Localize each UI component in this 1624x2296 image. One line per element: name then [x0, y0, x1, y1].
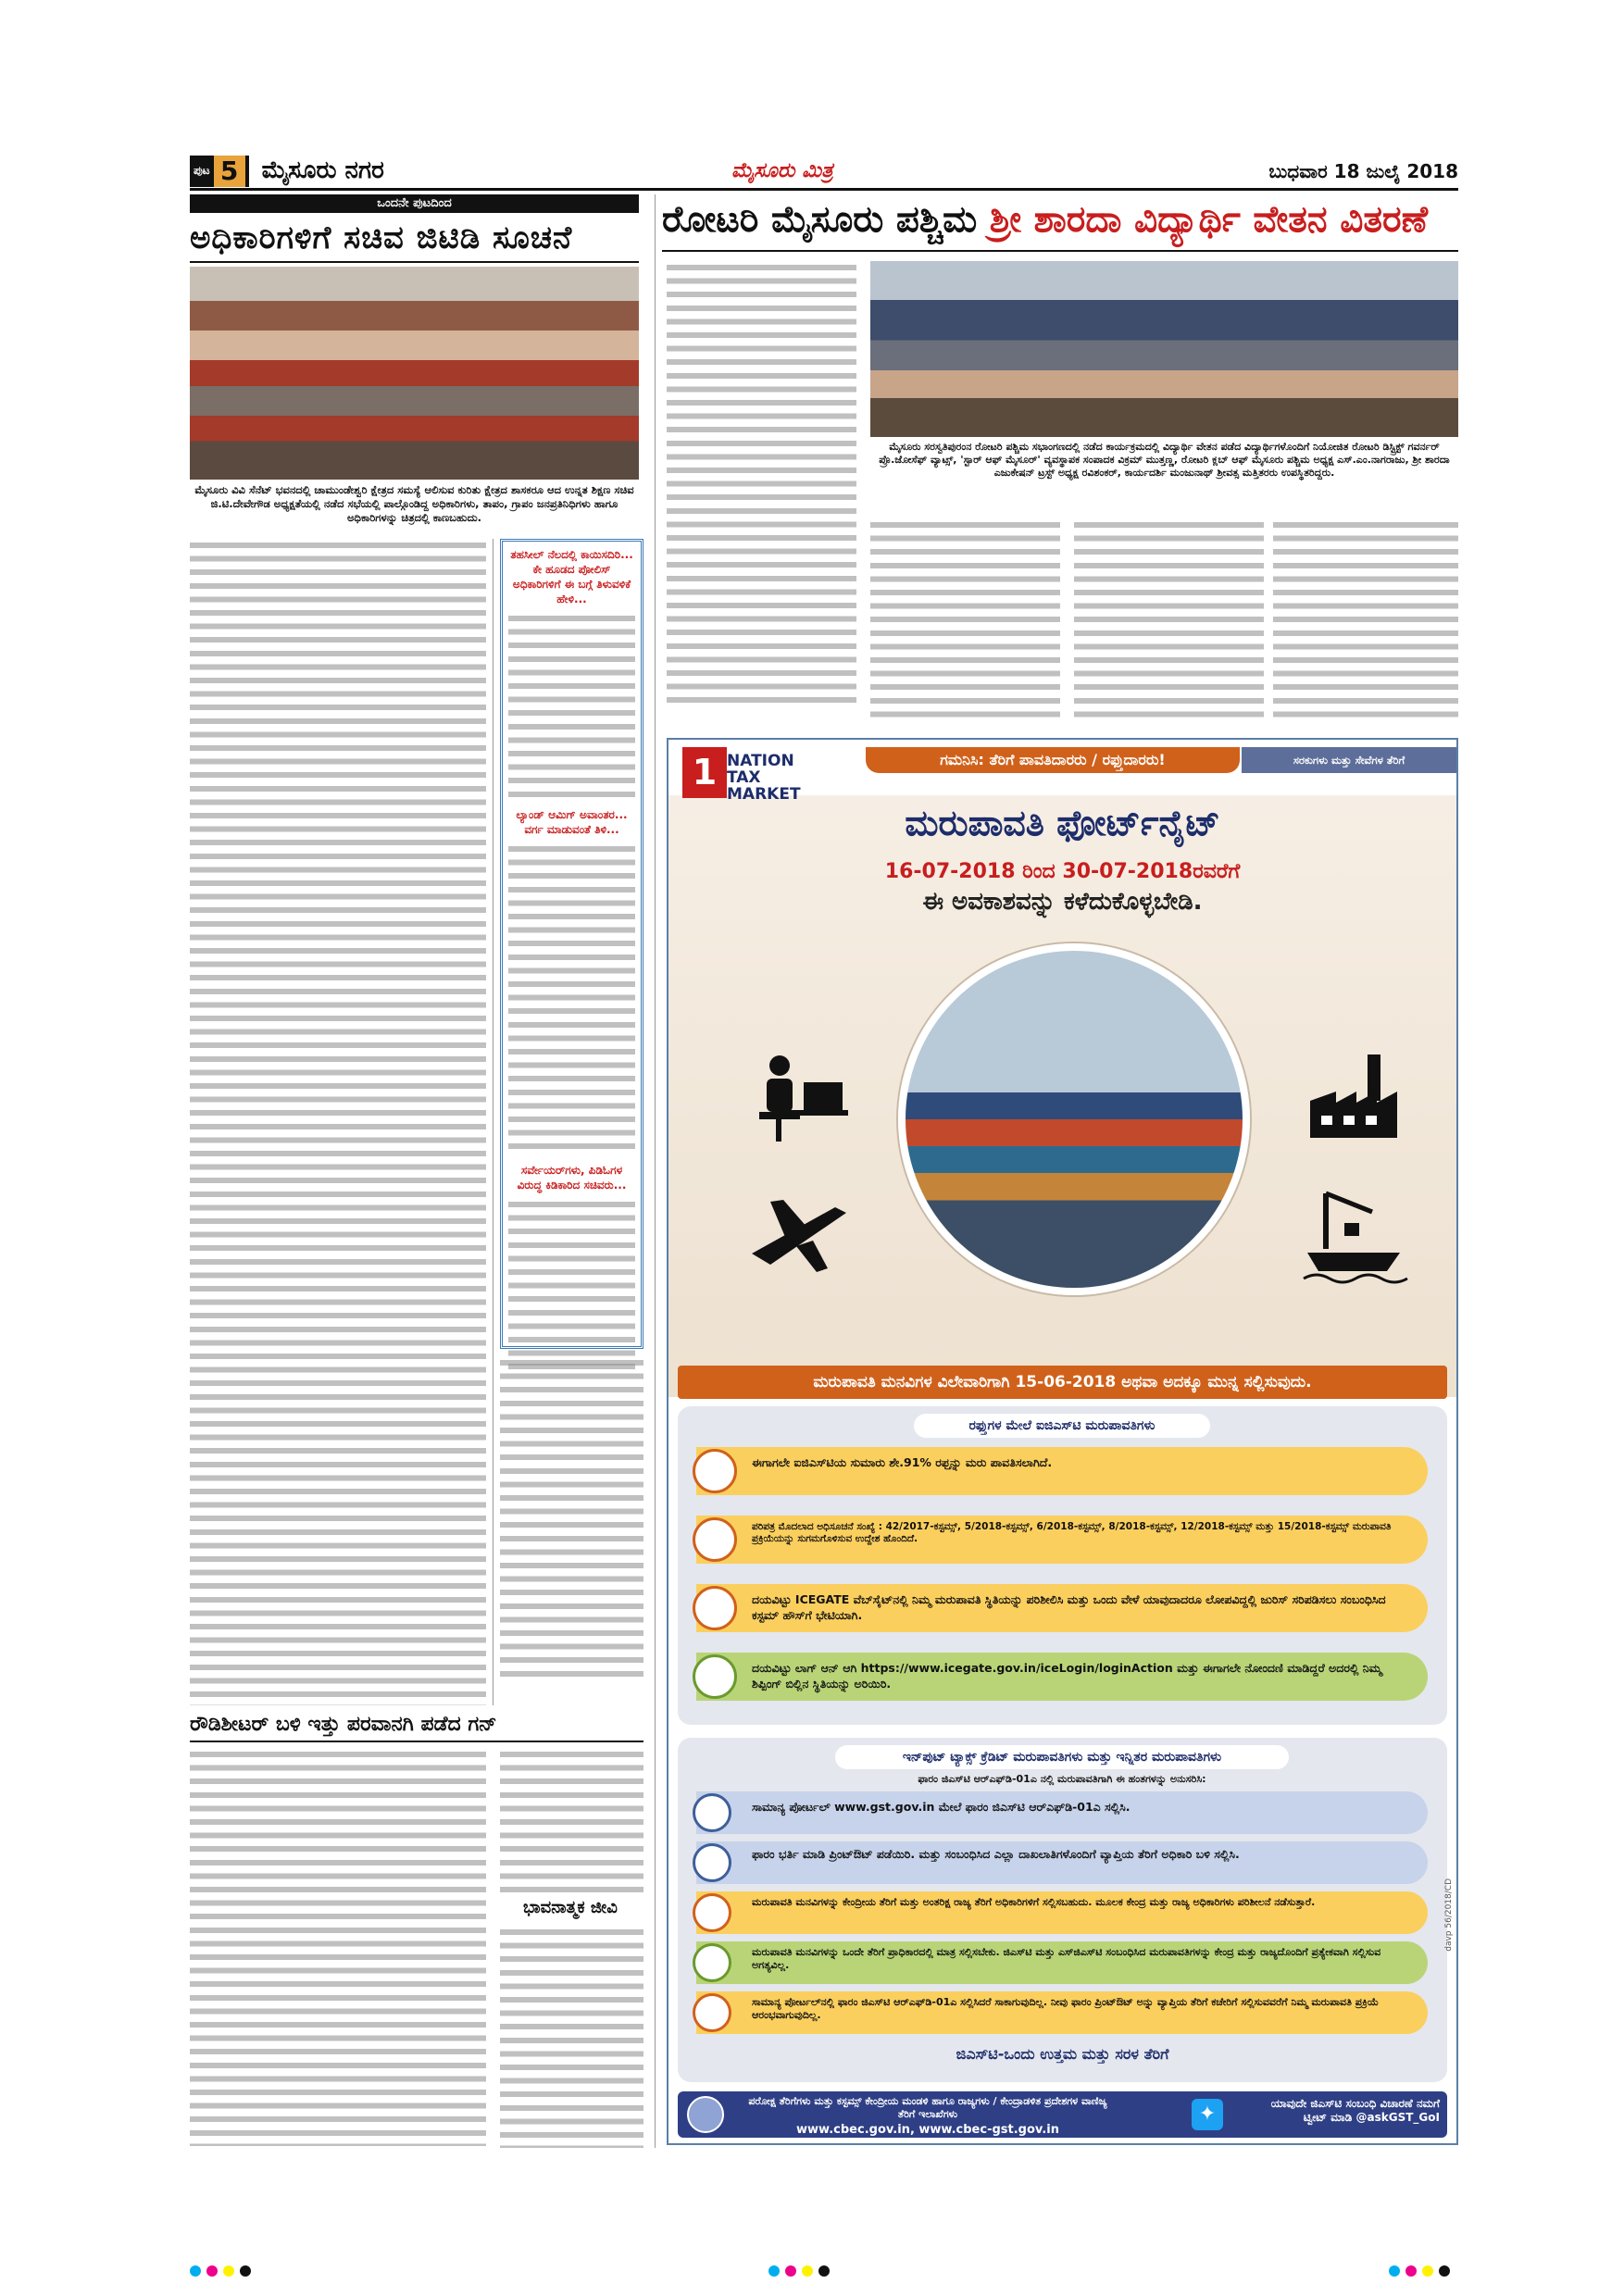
emotional-subhead: ಭಾವನಾತ್ಮಕ ಜೀವಿ — [523, 1898, 618, 1917]
factory-icon — [1303, 1045, 1405, 1147]
registration-dots-center — [768, 2265, 830, 2277]
login-icon — [693, 1654, 737, 1699]
section-name: ಮೈಸೂರು ನಗರ — [261, 156, 384, 184]
rotary-column-3 — [1074, 518, 1264, 718]
boxed-story-text-3 — [508, 1198, 635, 1374]
left-column-4 — [500, 1748, 643, 1896]
rotary-headline — [662, 193, 1458, 248]
dateline: ಬುಧವಾರ 18 ಜುಲೈ 2018 — [1268, 159, 1458, 182]
left-column-2-lower — [500, 1356, 643, 1680]
document-icon — [693, 1793, 731, 1832]
boxed-story-heading-3: ಸರ್ವೇಯರ್‌ಗಳು, ಪಿಡಿಓಗಳ ವಿರುದ್ಧ ಕಿಡಿಕಾರಿದ ಸಚಿವರು... — [517, 1164, 627, 1192]
rowdy-subhead: ರೌಡಿಶೀಟರ್ ಬಳಿ ಇತ್ತು ಪರವಾನಗಿ ಪಡೆದ ಗನ್ — [190, 1713, 497, 1736]
rotary-headline-red: ಶ್ರೀ ಶಾರದಾ ವಿದ್ಯಾರ್ಥಿ ವೇತನ ವಿತರಣೆ — [989, 199, 1429, 241]
brand-line-1: NATION — [727, 752, 794, 770]
itc-step-row — [696, 1991, 1428, 2034]
twitter-icon: ✦ — [1192, 2099, 1223, 2130]
continued-strap: ಒಂದನೇ ಪುಟದಿಂದ — [190, 194, 639, 213]
boxed-story — [500, 539, 643, 1349]
itc-step-text: ಫಾರಂ ಭರ್ತಿ ಮಾಡಿ ಪ್ರಿಂಟ್‌ಔಟ್ ಪಡೆಯಿರಿ. ಮತ್ತು ಸಂಬಂಧಿಸಿದ ಎಲ್ಲಾ ದಾಖಲಾತಿಗಳೊಂದಿಗೆ ವ್ಯಾಪ್ತಿಯ ತೆರಿಗೆ ಅಧಿಕಾರಿ ಬಳಿ ಸಲ್ಲಿಸಿ. — [752, 1847, 1240, 1861]
ad-footer-org: ಪರೋಕ್ಷ ತೆರಿಗೆಗಳು ಮತ್ತು ಕಸ್ಟಮ್ಸ್ ಕೇಂದ್ರೀಯ ಮಂಡಳಿ ಹಾಗೂ ರಾಜ್ಯಗಳು / ಕೇಂದ್ರಾಡಳಿತ ಪ್ರದೇಶಗಳ ವಾಣಿಜ್ಯ ತೆರಿಗೆ ಇಲಾಖೆಗಳು — [748, 2095, 1107, 2120]
itc-step-row — [696, 1941, 1428, 1984]
rotary-headline-rule — [662, 250, 1458, 252]
itc-step-row — [696, 1891, 1428, 1934]
dont-miss-text: ಈ ಅವಕಾಶವನ್ನು ಕಳೆದುಕೊಳ್ಳಬೇಡಿ. — [922, 888, 1203, 916]
rotary-column-1 — [667, 261, 856, 705]
column-separator — [655, 194, 656, 2148]
ship-crane-icon — [1298, 1175, 1409, 1286]
page-label: ಪುಟ — [194, 164, 210, 177]
refresh-icon — [693, 1517, 737, 1562]
checklist-icon — [693, 1943, 731, 1982]
registration-dots-left — [190, 2265, 251, 2277]
refund-info-text: ದಯವಿಟ್ಟು ICEGATE ವೆಬ್‌ಸೈಟ್‌ನಲ್ಲಿ ನಿಮ್ಮ ಮರುಪಾವತಿ ಸ್ಥಿತಿಯನ್ನು ಪರಿಶೀಲಿಸಿ ಮತ್ತು ಒಂದು ವೇಳೆ ಯಾವುದಾದರೂ ಲೋಪವಿದ್ದಲ್ಲಿ ಜುರಿಸ್‌ ಸರಿಪಡಿಸಲು ಸಂಬಂಧಿಸಿದ ಕಸ್ಟಮ್ ಹೌಸ್‌ಗೆ ಭೇಟಿಯಾಗಿ. — [752, 1592, 1386, 1622]
meeting-photo-caption: ಮೈಸೂರು ವಿವಿ ಸೆನೆಟ್ ಭವನದಲ್ಲಿ ಚಾಮುಂಡೇಶ್ವರಿ ಕ್ಷೇತ್ರದ ಸಮಸ್ಯೆ ಆಲಿಸುವ ಕುರಿತು ಕ್ಷೇತ್ರದ ಶಾಸಕರೂ ಆದ ಉನ್ನತ ಶಿಕ್ಷಣ ಸಚಿವ ಜಿ.ಟಿ.ದೇವೇಗೌಡ ಅಧ್ಯಕ್ಷತೆಯಲ್ಲಿ ನಡೆದ ಸಭೆಯಲ್ಲಿ ಪಾಲ್ಗೊಂಡಿದ್ದ ಅಧಿಕಾರಿಗಳು, ತಾಪಂ, ಗ್ರಾಪಂ ಜನಪ್ರತಿನಿಧಿಗಳು ಹಾಗೂ ಅಧಿಕಾರಿಗಳನ್ನು ಚಿತ್ರದಲ್ಲಿ ಕಾಣಬಹುದು. — [194, 483, 634, 524]
left-headline: ಅಧಿಕಾರಿಗಳಿಗೆ ಸಚಿವ ಜಿಟಿಡಿ ಸೂಚನೆ — [190, 215, 639, 263]
ad-footer-social: ಯಾವುದೇ ಜಿಎಸ್‌ಟಿ ಸಂಬಂಧಿ ವಿಚಾರಣೆ ನಮಗೆ ಟ್ವೀಟ್ ಮಾಡಿ @askGST_GoI — [1270, 2097, 1440, 2124]
left-column-1 — [190, 539, 486, 1705]
subhead-rule — [190, 1741, 643, 1742]
itc-panel-subtitle: ಫಾರಂ ಜಿಎಸ್‌ಟಿ ಆರ್‌ಎಫ್‌ಡಿ-01ಎ ನಲ್ಲಿ ಮರುಪಾವತಿಗಾಗಿ ಈ ಹಂತಗಳನ್ನು ಅನುಸರಿಸಿ: — [918, 1773, 1206, 1785]
laptop-icon — [693, 1586, 737, 1630]
itc-step-text: ಮರುಪಾವತಿ ಮನವಿಗಳನ್ನು ಒಂದೇ ತೆರಿಗೆ ಪ್ರಾಧಿಕಾರದಲ್ಲಿ ಮಾತ್ರ ಸಲ್ಲಿಸಬೇಕು. ಜಿಎಸ್‌ಟಿ ಮತ್ತು ಎಸ್‌ಜಿಎಸ್‌ಟಿ ಸಂಬಂಧಿಸಿದ ಮರುಪಾವತಿಗಳನ್ನು ಕೇಂದ್ರ ಮತ್ತು ರಾಜ್ಯದೊಂದಿಗೆ ಪ್ರತ್ಯೇಕವಾಗಿ ಸಲ್ಲಿಸುವ ಅಗತ್ಯವಿಲ್ಲ. — [752, 1946, 1381, 1971]
container-ship-photo — [898, 943, 1250, 1295]
refund-dates: 16-07-2018 ರಿಂದ 30-07-2018ರವರೆಗೆ — [884, 860, 1241, 883]
itc-panel-title: ಇನ್‌ಪುಟ್ ಟ್ಯಾಕ್ಸ್ ಕ್ರೆಡಿಟ್ ಮರುಪಾವತಿಗಳು ಮತ್ತು ಇನ್ನಿತರ ಮರುಪಾವತಿಗಳು — [835, 1745, 1289, 1769]
masthead — [190, 154, 1458, 191]
refund-info-text: ಈಗಾಗಲೇ ಐಜಿಎಸ್‌ಟಿಯ ಸುಮಾರು ಶೇ.91% ರಫ್ತನ್ನು ಮರು ಪಾವತಿಸಲಾಗಿದೆ. — [752, 1455, 1053, 1469]
cbic-emblem-icon — [687, 2096, 724, 2133]
left-column-5 — [500, 1926, 643, 2148]
brand-line-2: TAX — [727, 768, 761, 787]
boxed-story-text-1 — [508, 612, 635, 802]
rotary-column-4 — [1273, 518, 1458, 718]
refund-info-row — [696, 1584, 1428, 1632]
ad-notice-banner: ಗಮನಿಸಿ: ತೆರಿಗೆ ಪಾವತಿದಾರರು / ರಫ್ತುದಾರರು! — [866, 747, 1240, 773]
ad-footer — [678, 2091, 1447, 2138]
form-icon — [693, 1993, 731, 2032]
refund-info-text: ದಯವಿಟ್ಟು ಲಾಗ್ ಆನ್ ಆಗಿ https://www.icegate.gov.in/iceLogin/loginAction ಮತ್ತು ಈಗಾಗಲೇ ನೋಂದಣಿ ಮಾಡಿದ್ದರೆ ಅದರಲ್ಲಿ ನಿಮ್ಮ ಶಿಪ್ಪಿಂಗ್ ಬಿಲ್ಲಿನ ಸ್ಥಿತಿಯನ್ನು ಅರಿಯಿರಿ. — [752, 1661, 1382, 1691]
itc-step-text: ಸಾಮಾನ್ಯ ಪೋರ್ಟಲ್‌ನಲ್ಲಿ ಫಾರಂ ಜಿಎಸ್‌ಟಿ ಆರ್‌ಎಫ್‌ಡಿ-01ಎ ಸಲ್ಲಿಸಿದರೆ ಸಾಕಾಗುವುದಿಲ್ಲ. ನೀವು ಫಾರಂ ಪ್ರಿಂಟ್‌ಔಟ್ ಅನ್ನು ವ್ಯಾಪ್ತಿಯ ತೆರಿಗೆ ಕಚೇರಿಗೆ ಸಲ್ಲಿಸುವವರೆಗೆ ನಿಮ್ಮ ಮರುಪಾವತಿ ಪ್ರಕ್ರಿಯೆ ಆರಂಭವಾಗುವುದಿಲ್ಲ. — [752, 1996, 1380, 2021]
igst-panel-title: ರಫ್ತುಗಳ ಮೇಲೆ ಐಜಿಎಸ್‌ಟಿ ಮರುಪಾವತಿಗಳು — [914, 1414, 1210, 1438]
ad-footer-urls: www.cbec.gov.in, www.cbec-gst.gov.in — [796, 2123, 1059, 2137]
left-column-3 — [190, 1748, 486, 2146]
boxed-story-heading-1: ತಹಸೀಲ್ ನೆಲದಲ್ಲಿ ಕಾಯಿಸದಿರಿ... ಕೇ ಹೂಡದ ಪೋಲಿಸ್ ಅಧಿಕಾರಿಗಳಿಗೆ ಈ ಬಗ್ಗೆ ತಿಳುವಳಿಕೆ ಹೇಳಿ... — [510, 548, 633, 605]
igst-export-refund-panel — [678, 1406, 1447, 1725]
gst-advertisement — [667, 738, 1458, 2145]
refund-info-row — [696, 1516, 1428, 1564]
itc-step-text: ಮರುಪಾವತಿ ಮನವಿಗಳನ್ನು ಕೇಂದ್ರೀಯ ತೆರಿಗೆ ಮತ್ತು ಅಂತರಿಕ್ಷ ರಾಜ್ಯ ತೆರಿಗೆ ಅಧಿಕಾರಿಗಳಿಗೆ ಸಲ್ಲಿಸಬಹುದು. ಮೂಲಕ ಕೇಂದ್ರ ಮತ್ತು ರಾಜ್ಯ ಅಧಿಕಾರಿಗಳು ಪರಿಶೀಲನೆ ನಡೆಸುತ್ತಾರೆ. — [752, 1896, 1316, 1908]
refund-info-row — [696, 1447, 1428, 1495]
itc-step-text: ಸಾಮಾನ್ಯ ಪೋರ್ಟಲ್ www.gst.gov.in ಮೇಲೆ ಫಾರಂ ಜಿಎಸ್‌ಟಿ ಆರ್‌ಎಫ್‌ಡಿ-01ಎ ಸಲ್ಲಿಸಿ. — [752, 1800, 1131, 1814]
nation-tax-market-logo — [682, 747, 835, 804]
boxed-story-text-2 — [508, 842, 635, 1157]
refund-deadline-banner: ಮರುಪಾವತಿ ಮನವಿಗಳ ವಿಲೇವಾರಿಗಾಗಿ 15-06-2018 ಅಥವಾ ಅದಕ್ಕೂ ಮುನ್ನ ಸಲ್ಲಿಸುವುದು. — [678, 1366, 1447, 1399]
officer-icon — [693, 1893, 731, 1932]
refund-fortnight-title: ಮರುಪಾವತಿ ಫೋರ್ಟ್‌ನೈಟ್ — [905, 803, 1220, 843]
gst-tagline: ಜಿಎಸ್‌ಟಿ-ಒಂದು ಉತ್ತಮ ಮತ್ತು ಸರಳ ತೆರಿಗೆ — [956, 2045, 1169, 2063]
refund-info-text: ಪರಿಪತ್ರ ಮೊದಲಾದ ಅಧಿಸೂಚನೆ ಸಂಖ್ಯೆ : 42/2017-ಕಸ್ಟಮ್ಸ್, 5/2018-ಕಸ್ಟಮ್ಸ್, 6/2018-ಕಸ್ಟಮ್ಸ್, 8/2018-ಕಸ್ಟಮ್ಸ್, 12/2018-ಕಸ್ಟಮ್ಸ್ ಮತ್ತು 15/2018-ಕಸ್ಟಮ್ಸ್ ಮರುಪಾವತಿ ಪ್ರಕ್ರಿಯೆಯನ್ನು ಸುಗಮಗೊಳಿಸುವ ಉದ್ದೇಶ ಹೊಂದಿದೆ. — [752, 1521, 1392, 1544]
itc-refund-panel — [678, 1738, 1447, 2082]
airplane-icon — [743, 1189, 854, 1281]
gst-one-emblem: 1 — [682, 747, 727, 798]
paper-name: ಮೈಸೂರು ಮಿತ್ರ — [731, 159, 833, 182]
page-number-box — [190, 156, 249, 187]
refund-info-row — [696, 1653, 1428, 1701]
rotary-group-photo — [870, 261, 1458, 437]
rotary-headline-black: ರೋಟರಿ ಮೈಸೂರು ಪಶ್ಚಿಮ — [662, 199, 978, 241]
rotary-column-2 — [870, 518, 1060, 718]
meeting-photo — [190, 267, 639, 480]
page-number: 5 — [214, 156, 245, 187]
office-worker-icon — [750, 1045, 852, 1147]
refund-percent-icon — [693, 1449, 737, 1493]
davp-code: davp 56/2018/CD — [1444, 1878, 1454, 1952]
registration-dots-right — [1389, 2265, 1450, 2277]
boxed-story-heading-2: ಲ್ಯಾಂಡ್ ಆಮಿಗ್ ಅವಾಂತರ... ವರ್ಗ ಮಾಡುವಂತೆ ತಿಳಿ... — [516, 808, 628, 836]
brand-line-3: MARKET — [727, 785, 801, 804]
ad-gov-tag: ಸರಕುಗಳು ಮತ್ತು ಸೇವೆಗಳ ತೆರಿಗೆ — [1242, 747, 1456, 773]
rotary-photo-caption: ಮೈಸೂರು ಸರಸ್ವತಿಪುರಂನ ರೋಟರಿ ಪಶ್ಚಿಮ ಸಭಾಂಗಣದಲ್ಲಿ ನಡೆದ ಕಾರ್ಯಕ್ರಮದಲ್ಲಿ ವಿದ್ಯಾರ್ಥಿ ವೇತನ ಪಡೆದ ವಿದ್ಯಾರ್ಥಿಗಳೊಂದಿಗೆ ನಿಯೋಜಿತ ರೋಟರಿ ಡಿಸ್ಟ್ರಿಕ್ಟ್ ಗವರ್ನರ್ ಪ್ರೊ.ಜೋಸೆಫ್ ವ್ಯಾಟ್ಸ್, 'ಸ್ಟಾರ್ ಆಫ್ ಮೈಸೂರ್' ವ್ಯವಸ್ಥಾಪಕ ಸಂಪಾದಕ ವಿಕ್ರಮ್ ಮುತ್ತಣ್ಣ, ರೋಟರಿ ಕ್ಲಬ್ ಆಫ್ ಮೈಸೂರು ಪಶ್ಚಿಮ ಅಧ್ಯಕ್ಷ ಎಸ್.ಎಂ.ನಾಗರಾಜು, ಶ್ರೀ ಶಾರದಾ ಎಜುಕೇಷನ್ ಟ್ರಸ್ಟ್ ಅಧ್ಯಕ್ಷ ರವಿಶಂಕರ್, ಕಾರ್ಯದರ್ಶಿ ಮಂಜುನಾಥ್ ಶ್ರೀವತ್ಸ ಮತ್ತಿತರರು ಉಪಸ್ಥಿತರಿದ್ದರು. — [879, 441, 1450, 479]
itc-step-row — [696, 1791, 1428, 1834]
itc-step-row — [696, 1841, 1428, 1884]
printer-icon — [693, 1843, 731, 1882]
